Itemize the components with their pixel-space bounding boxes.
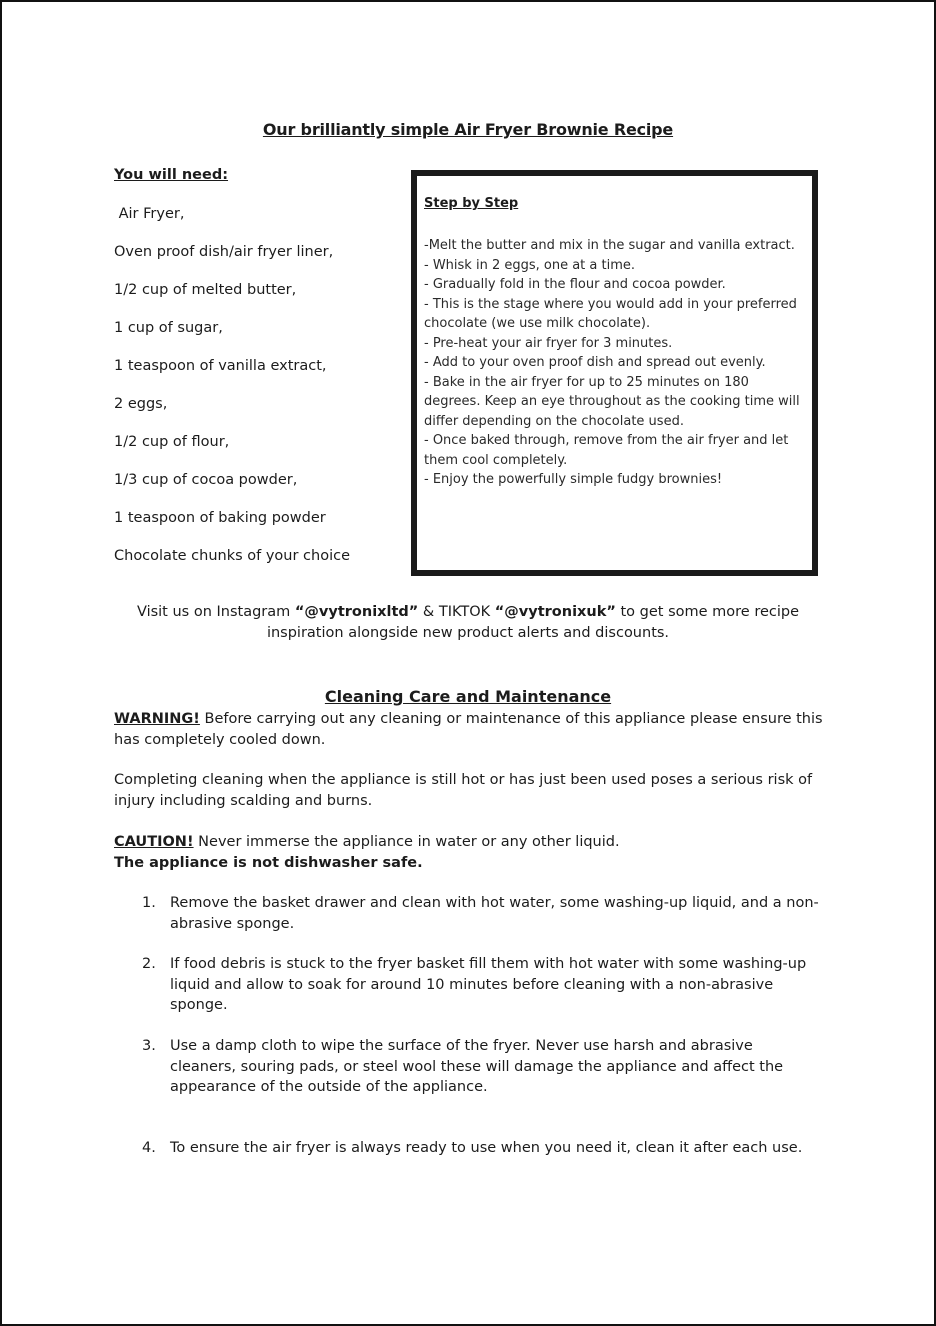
tiktok-handle: “@vytronixuk” bbox=[494, 604, 616, 620]
step-item: -Melt the butter and mix in the sugar and vanilla extract. bbox=[424, 238, 795, 253]
warning-text: Before carrying out any cleaning or maintenance of this appliance please ensure this has completely cooled down. bbox=[114, 711, 823, 748]
hot-warning-paragraph: Completing cleaning when the appliance is still hot or has just been used poses a serious risk of injury including scalding and burns. bbox=[114, 772, 813, 809]
social-prefix: Visit us on Instagram bbox=[136, 604, 295, 620]
step-text: To ensure the air fryer is always ready to use when you need it, clean it after each use. bbox=[170, 1140, 803, 1156]
step-number: 1. bbox=[142, 895, 156, 911]
step-item: - Pre-heat your air fryer for 3 minutes. bbox=[424, 335, 673, 351]
step-number: 3. bbox=[142, 1038, 156, 1054]
ingredient-item: 1/2 cup of flour, bbox=[114, 434, 230, 450]
caution-paragraph bbox=[114, 832, 826, 873]
warning-label: WARNING! bbox=[114, 711, 200, 727]
ingredient-list bbox=[114, 204, 350, 584]
ingredient-item: 1/3 cup of cocoa powder, bbox=[114, 472, 298, 488]
step-item: - Gradually fold in the flour and cocoa powder. bbox=[424, 277, 726, 292]
step-item: - Bake in the air fryer for up to 25 minutes on 180 degrees. Keep an eye throughout as the cooking time will differ depending on the chocolate used. bbox=[424, 374, 800, 429]
step-number: 2. bbox=[142, 956, 156, 972]
ingredient-item: Chocolate chunks of your choice bbox=[114, 548, 351, 564]
dishwasher-notice: The appliance is not dishwasher safe. bbox=[114, 854, 423, 871]
recipe-title: Our brilliantly simple Air Fryer Brownie Recipe bbox=[262, 120, 674, 139]
social-middle: & TIKTOK bbox=[418, 604, 495, 620]
ingredient-item: Oven proof dish/air fryer liner, bbox=[114, 244, 334, 260]
step-text: Remove the basket drawer and clean with hot water, some washing-up liquid, and a non-abrasive sponge. bbox=[170, 895, 819, 932]
step-item: - Add to your oven proof dish and spread out evenly. bbox=[424, 355, 766, 370]
ingredient-item: 1 teaspoon of vanilla extract, bbox=[114, 358, 327, 374]
step-item: - Whisk in 2 eggs, one at a time. bbox=[424, 257, 636, 273]
you-will-need-heading: You will need: bbox=[114, 167, 229, 183]
warning-paragraph bbox=[114, 709, 826, 750]
step-item: - Enjoy the powerfully simple fudgy brownies! bbox=[424, 472, 723, 487]
ingredient-item: 1/2 cup of melted butter, bbox=[114, 282, 297, 298]
ingredient-item: 2 eggs, bbox=[114, 396, 168, 412]
step-text: If food debris is stuck to the fryer basket fill them with hot water with some washing-up liquid and allow to soak for around 10 minutes before cleaning with a non-abrasive sponge. bbox=[170, 956, 807, 1013]
caution-label: CAUTION! bbox=[114, 834, 194, 850]
social-suffix: to get some more recipe inspiration alongside new product alerts and discounts. bbox=[266, 604, 800, 641]
step-by-step-box bbox=[411, 170, 818, 576]
step-item: - This is the stage where you would add in your preferred chocolate (we use milk chocolate). bbox=[424, 296, 797, 331]
ingredient-item: 1 teaspoon of baking powder bbox=[114, 510, 326, 526]
step-number: 4. bbox=[142, 1140, 156, 1156]
step-by-step-heading: Step by Step bbox=[424, 196, 519, 211]
step-item: - Once baked through, remove from the air fryer and let them cool completely. bbox=[424, 433, 789, 468]
ingredient-item: Air Fryer, bbox=[114, 206, 185, 222]
ingredient-item: 1 cup of sugar, bbox=[114, 320, 223, 336]
instagram-handle: “@vytronixltd” bbox=[294, 604, 419, 620]
step-list bbox=[424, 236, 808, 490]
step-text: Use a damp cloth to wipe the surface of the fryer. Never use harsh and abrasive cleaners, souring pads, or steel wool these will damage the appliance and affect the appearance of the outside of the appliance. bbox=[170, 1038, 784, 1095]
cleaning-heading: Cleaning Care and Maintenance bbox=[324, 687, 612, 706]
caution-text: Never immerse the appliance in water or any other liquid. bbox=[193, 834, 620, 850]
social-media-paragraph bbox=[102, 602, 834, 643]
